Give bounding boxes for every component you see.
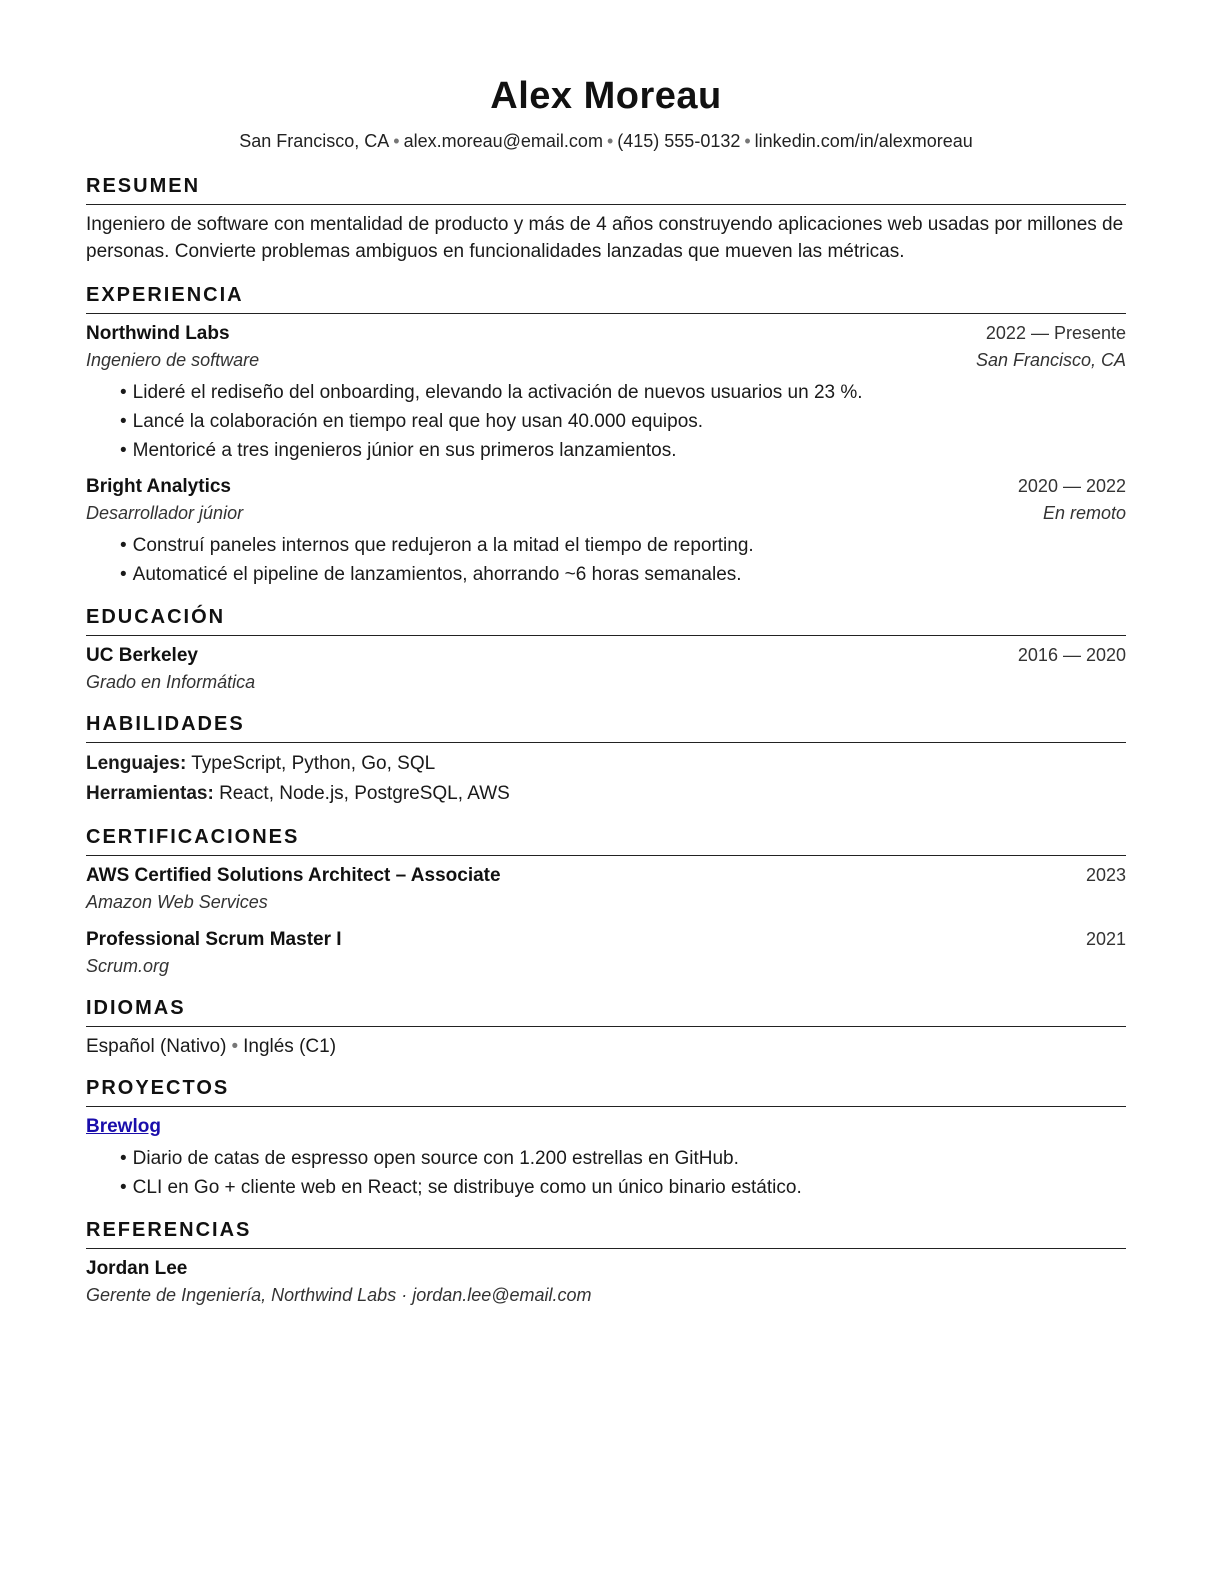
job-location: En remoto xyxy=(1042,503,1126,523)
certification-entry xyxy=(86,862,1126,916)
certification-name: AWS Certified Solutions Architect – Associate xyxy=(86,865,501,886)
education-entry xyxy=(86,642,1126,696)
project-bullets xyxy=(86,1144,1126,1202)
project-link[interactable]: Brewlog xyxy=(86,1116,161,1137)
job-role: Desarrollador júnior xyxy=(86,503,244,523)
skills-tools-value: React, Node.js, PostgreSQL, AWS xyxy=(219,783,510,804)
reference-entry xyxy=(86,1255,1126,1309)
language-item: Inglés (C1) xyxy=(243,1036,337,1057)
job-role: Ingeniero de software xyxy=(86,350,260,370)
job-header xyxy=(86,473,1126,500)
section-title-references: REFERENCIAS xyxy=(86,1218,1126,1249)
language-item: Español (Nativo) xyxy=(86,1036,227,1057)
job-subheader xyxy=(86,347,1126,374)
contact-location: San Francisco, CA xyxy=(239,131,390,151)
job-dates: 2022 — Presente xyxy=(985,323,1126,343)
section-title-experience: EXPERIENCIA xyxy=(86,283,1126,314)
bullet-item: • Construí paneles internos que redujeron a la mitad el tiempo de reporting. xyxy=(120,531,1126,560)
job-bullets xyxy=(86,531,1126,589)
skills-tools-label: Herramientas: xyxy=(86,783,214,804)
certification-year: 2023 xyxy=(1085,865,1126,885)
job-company: Bright Analytics xyxy=(86,476,231,497)
job-dates: 2020 — 2022 xyxy=(1017,476,1126,496)
summary-section xyxy=(86,174,1126,265)
job-entry xyxy=(86,320,1126,465)
section-title-summary: RESUMEN xyxy=(86,174,1126,205)
education-dates: 2016 — 2020 xyxy=(1017,645,1126,665)
certification-header xyxy=(86,926,1126,953)
bullet-item: • Lideré el rediseño del onboarding, elevando la activación de nuevos usuarios un 23 %. xyxy=(120,378,1126,407)
job-company: Northwind Labs xyxy=(86,323,230,344)
reference-name: Jordan Lee xyxy=(86,1258,188,1279)
bullet-item: • CLI en Go + cliente web en React; se distribuye como un único binario estático. xyxy=(120,1173,1126,1202)
education-degree: Grado en Informática xyxy=(86,672,256,692)
section-title-projects: PROYECTOS xyxy=(86,1076,1126,1107)
skills-section xyxy=(86,712,1126,809)
job-subheader xyxy=(86,500,1126,527)
contact-email[interactable]: alex.moreau@email.com xyxy=(403,131,603,151)
certification-header xyxy=(86,862,1126,889)
education-header xyxy=(86,642,1126,669)
job-bullets xyxy=(86,378,1126,465)
languages-section xyxy=(86,996,1126,1060)
skills-languages-value: TypeScript, Python, Go, SQL xyxy=(191,753,436,774)
section-title-certifications: CERTIFICACIONES xyxy=(86,825,1126,856)
contact-separator: • xyxy=(393,131,400,151)
experience-section xyxy=(86,283,1126,589)
references-section xyxy=(86,1218,1126,1309)
certification-entry xyxy=(86,926,1126,980)
contact-separator: • xyxy=(606,131,614,151)
project-entry xyxy=(86,1113,1126,1202)
education-section xyxy=(86,605,1126,696)
skills-languages xyxy=(86,749,1126,779)
contact-phone[interactable]: (415) 555-0132 xyxy=(617,131,741,151)
section-title-education: EDUCACIÓN xyxy=(86,605,1126,636)
skills-tools xyxy=(86,779,1126,809)
language-separator: • xyxy=(231,1036,239,1057)
skills-languages-label: Lenguajes: xyxy=(86,753,187,774)
contact-separator: • xyxy=(744,131,751,151)
summary-text: Ingeniero de software con mentalidad de producto y más de 4 años construyendo aplicaciones web usadas por millones de personas. Convierte problemas ambiguos en funcionalidades lanzadas que mueven las métricas. xyxy=(86,214,1124,262)
contact-line xyxy=(86,130,1126,152)
job-header xyxy=(86,320,1126,347)
bullet-item: • Mentoricé a tres ingenieros júnior en sus primeros lanzamientos. xyxy=(120,436,1126,465)
job-location: San Francisco, CA xyxy=(975,350,1126,370)
bullet-item: • Automaticé el pipeline de lanzamientos, ahorrando ~6 horas semanales. xyxy=(120,560,1126,589)
candidate-name: Alex Moreau xyxy=(490,75,722,117)
resume-content xyxy=(86,74,1126,1309)
projects-section xyxy=(86,1076,1126,1202)
section-title-skills: HABILIDADES xyxy=(86,712,1126,743)
certification-issuer: Scrum.org xyxy=(86,956,170,976)
section-title-languages: IDIOMAS xyxy=(86,996,1126,1027)
bullet-item: • Lancé la colaboración en tiempo real que hoy usan 40.000 equipos. xyxy=(120,407,1126,436)
languages-list xyxy=(86,1033,1126,1060)
certifications-section xyxy=(86,825,1126,980)
contact-linkedin[interactable]: linkedin.com/in/alexmoreau xyxy=(754,131,973,151)
education-school: UC Berkeley xyxy=(86,645,198,666)
job-entry xyxy=(86,473,1126,589)
certification-issuer: Amazon Web Services xyxy=(86,892,268,912)
certification-year: 2021 xyxy=(1085,929,1126,949)
bullet-item: • Diario de catas de espresso open source con 1.200 estrellas en GitHub. xyxy=(120,1144,1126,1173)
reference-detail: Gerente de Ingeniería, Northwind Labs · jordan.lee@email.com xyxy=(86,1285,592,1305)
certification-name: Professional Scrum Master I xyxy=(86,929,342,950)
